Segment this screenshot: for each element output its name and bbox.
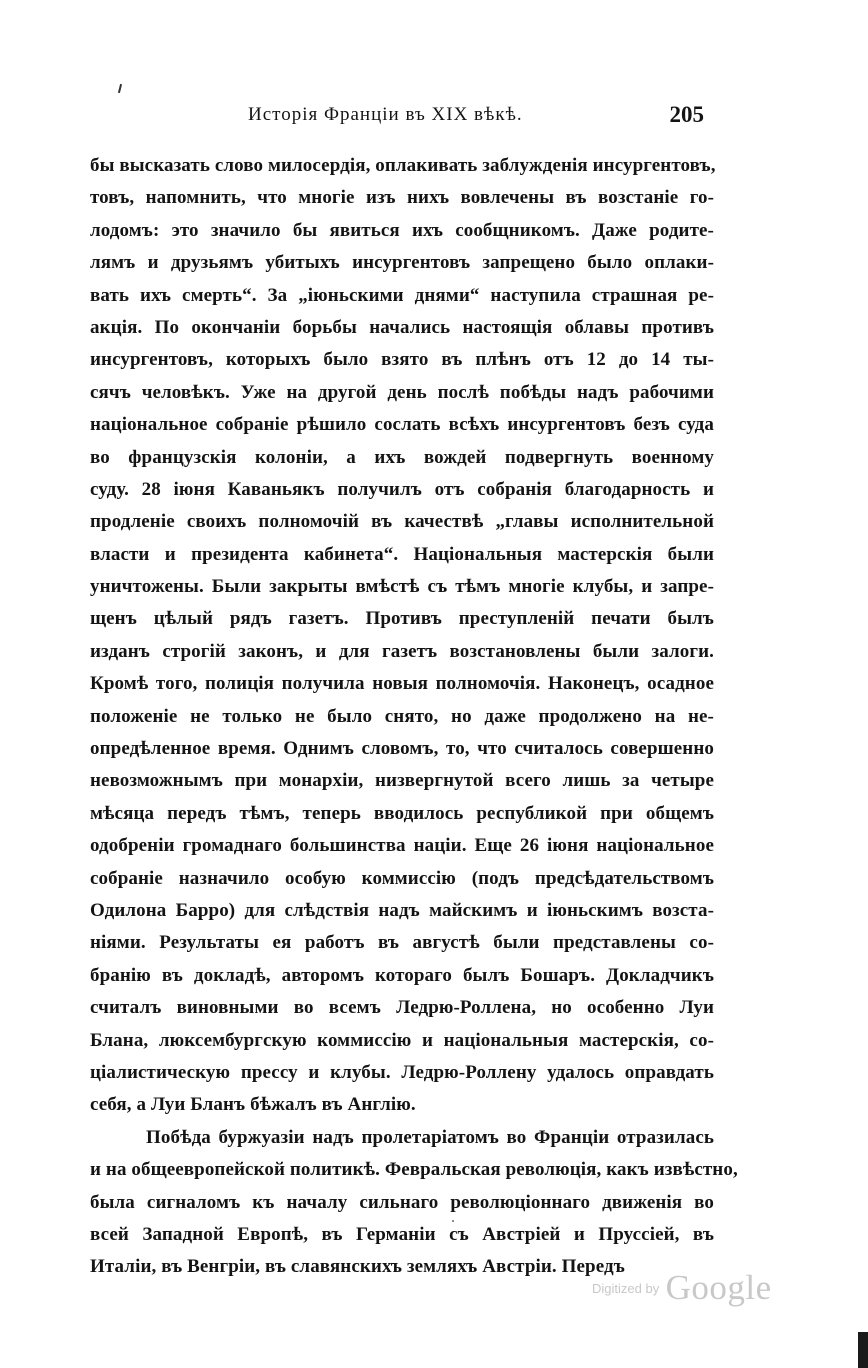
text-line: бранію въ докладѣ, авторомъ котораго былъ Бошаръ. Докладчикъ [90, 964, 714, 986]
text-line: и на общеевропейской политикѣ. Февральская революція, какъ извѣстно, [90, 1159, 738, 1181]
text-line: была сигналомъ къ началу сильнаго революціоннаго движенія во [90, 1191, 714, 1213]
text-line: продленіе своихъ полномочій въ качествѣ „главы исполнительной [90, 511, 714, 533]
text-line: опредѣленное время. Однимъ словомъ, то, что считалось совершенно [90, 738, 714, 760]
text-line: сячъ человѣкъ. Уже на другой день послѣ побѣды надъ рабочими [90, 381, 714, 403]
paragraph [90, 150, 714, 1122]
paragraph [90, 1122, 738, 1284]
text-line: вать ихъ смерть“. За „іюньскими днями“ наступила страшная ре- [90, 284, 714, 306]
text-line: національное собраніе рѣшило сослать всѣхъ инсургентовъ безъ суда [90, 414, 714, 436]
running-title: Исторія Франціи въ XIX вѣкѣ. [248, 104, 523, 125]
text-line: мѣсяца передъ тѣмъ, теперь вводилось республикой при общемъ [90, 802, 714, 824]
digitized-watermark [592, 1268, 772, 1308]
text-line: себя, а Луи Бланъ бѣжалъ въ Англію. [90, 1094, 416, 1116]
text-line: бы высказать слово милосердія, оплакивать заблужденія инсургентовъ, [90, 155, 716, 176]
text-line: ціалистическую прессу и клубы. Ледрю-Роллену удалось оправдать [90, 1061, 714, 1083]
text-line: лямъ и друзьямъ убитыхъ инсургентовъ запрещено было оплаки- [90, 252, 714, 274]
text-line: инсургентовъ, которыхъ было взято въ плѣнъ отъ 12 до 14 ты- [90, 349, 714, 371]
text-line: во французскія колоніи, а ихъ вождей подвергнуть военному [90, 446, 714, 468]
margin-mark [118, 84, 122, 93]
text-line: Кромѣ того, полиція получила новыя полномочія. Наконецъ, осадное [90, 673, 714, 695]
page-header [90, 104, 710, 136]
text-line: власти и президента кабинета“. Національныя мастерскія были [90, 543, 714, 565]
text-line: уничтожены. Были закрыты вмѣстѣ съ тѣмъ многіе клубы, и запре- [90, 576, 714, 598]
text-line: Италіи, въ Венгріи, въ славянскихъ земляхъ Австріи. Передъ [90, 1256, 625, 1278]
text-line: одобреніи громаднаго большинства націи. Еще 26 іюня національное [90, 835, 714, 857]
text-line: положеніе не только не было снято, но даже продолжено на не- [90, 705, 714, 727]
watermark-brand: Google [665, 1268, 772, 1307]
text-line: изданъ строгій законъ, и для газетъ возстановлены были залоги. [90, 640, 714, 662]
scan-edge-shadow [858, 1332, 868, 1368]
text-line: Побѣда буржуазіи надъ пролетаріатомъ во Франціи отразилась [146, 1126, 714, 1148]
text-line: невозможнымъ при монархіи, низвергнутой всего лишь за четыре [90, 770, 714, 792]
text-line: щенъ цѣлый рядъ газетъ. Противъ преступленій печати былъ [90, 608, 714, 630]
text-line: лодомъ: это значило бы явиться ихъ сообщникомъ. Даже родите- [90, 219, 714, 241]
text-line: ніями. Результаты ея работъ въ августѣ были представлены со- [90, 932, 714, 954]
text-line: считалъ виновными во всемъ Ледрю-Роллена, но особенно Луи [90, 997, 714, 1019]
text-line: Одилона Барро) для слѣдствія надъ майскимъ и іюньскимъ возста- [90, 899, 714, 921]
text-line: товъ, напомнить, что многіе изъ нихъ вовлечены въ возстаніе го- [90, 187, 714, 209]
watermark-prefix: Digitized by [592, 1281, 660, 1296]
text-line: суду. 28 іюня Каваньякъ получилъ отъ собранія благодарность и [90, 478, 714, 500]
body-text [90, 150, 738, 1284]
text-line: собраніе назначило особую коммиссію (подъ предсѣдательствомъ [90, 867, 714, 889]
text-line: акція. По окончаніи борьбы начались настоящія облавы противъ [90, 316, 714, 338]
text-line: всей Западной Европѣ, въ Германіи съ Австріей и Пруссіей, въ [90, 1223, 714, 1245]
page-number: 205 [669, 102, 704, 127]
text-line: Блана, люксембургскую коммиссію и національныя мастерскія, со- [90, 1029, 714, 1051]
print-speck [452, 1220, 454, 1222]
